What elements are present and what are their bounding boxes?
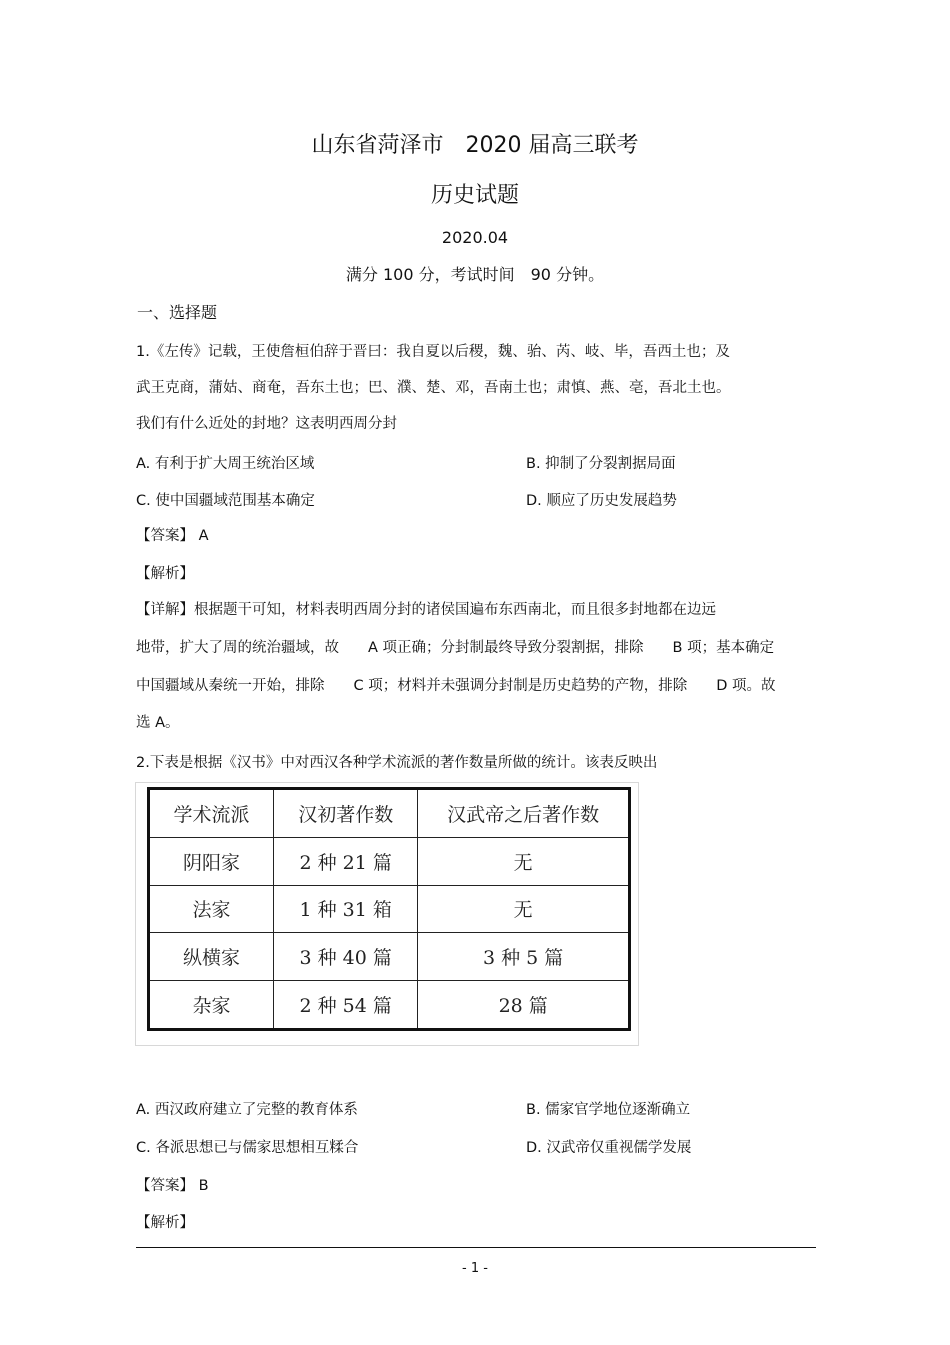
table-cell: 3 种 5 篇 bbox=[418, 933, 630, 981]
q1-stem-line: 1.《左传》记载，王使詹桓伯辞于晋曰：我自夏以后稷，魏、骀、芮、岐、毕，吾西土也；及 bbox=[136, 344, 730, 360]
table-cell: 28 篇 bbox=[418, 980, 630, 1029]
q1-option-c: C. 使中国疆域范围基本确定 bbox=[136, 493, 315, 509]
table-header-row bbox=[149, 789, 630, 838]
q2-option-c: C. 各派思想已与儒家思想相互糅合 bbox=[136, 1140, 359, 1156]
table-row bbox=[149, 838, 630, 886]
table-cell: 无 bbox=[418, 885, 630, 933]
footer-divider bbox=[136, 1247, 816, 1248]
q1-detail-line: 【详解】根据题干可知，材料表明西周分封的诸侯国遍布东西南北，而且很多封地都在边远 bbox=[136, 602, 716, 618]
table-cell: 2 种 21 篇 bbox=[274, 838, 418, 886]
school-works-table bbox=[147, 787, 631, 1031]
exam-date: 2020.04 bbox=[441, 228, 509, 247]
table-cell: 3 种 40 篇 bbox=[274, 933, 418, 981]
q1-option-b: B. 抑制了分裂割据局面 bbox=[526, 456, 676, 472]
table-cell: 2 种 54 篇 bbox=[274, 980, 418, 1029]
table-row bbox=[149, 933, 630, 981]
q1-stem-line: 我们有什么近处的封地？这表明西周分封 bbox=[136, 416, 397, 432]
table-cell: 阴阳家 bbox=[149, 838, 274, 886]
table-cell: 杂家 bbox=[149, 980, 274, 1029]
q1-detail-line: 选 A。 bbox=[136, 715, 180, 731]
q1-stem-line: 武王克商，蒲姑、商奄，吾东土也；巴、濮、楚、邓，吾南土也；肃慎、燕、亳，吾北土也。 bbox=[136, 380, 731, 396]
table-header-cell: 汉武帝之后著作数 bbox=[418, 789, 630, 838]
q2-stem: 2.下表是根据《汉书》中对西汉各种学术流派的著作数量所做的统计。该表反映出 bbox=[136, 755, 658, 771]
table-header-cell: 汉初著作数 bbox=[274, 789, 418, 838]
q1-answer: 【答案】 A bbox=[136, 528, 209, 544]
q2-option-d: D. 汉武帝仅重视儒学发展 bbox=[526, 1140, 692, 1156]
q2-option-a: A. 西汉政府建立了完整的教育体系 bbox=[136, 1102, 358, 1118]
table-row bbox=[149, 885, 630, 933]
q1-detail-line: 中国疆域从秦统一开始，排除 C 项；材料并未强调分封制是历史趋势的产物，排除 D 项。故 bbox=[136, 678, 776, 694]
table-cell: 纵横家 bbox=[149, 933, 274, 981]
exam-subject: 历史试题 bbox=[430, 183, 519, 208]
table-row bbox=[149, 980, 630, 1029]
page-number: - 1 - bbox=[462, 1261, 488, 1276]
q1-option-a: A. 有利于扩大周王统治区域 bbox=[136, 456, 315, 472]
table-cell: 无 bbox=[418, 838, 630, 886]
page-title: 山东省菏泽市 2020 届高三联考 bbox=[311, 133, 639, 158]
table-cell: 1 种 31 箱 bbox=[274, 885, 418, 933]
q2-answer: 【答案】 B bbox=[136, 1178, 209, 1194]
exam-info: 满分 100 分，考试时间 90 分钟。 bbox=[345, 265, 605, 284]
table-header-cell: 学术流派 bbox=[149, 789, 274, 838]
q1-detail-line: 地带，扩大了周的统治疆域，故 A 项正确；分封制最终导致分裂割据，排除 B 项；基本确定 bbox=[136, 640, 775, 656]
q1-analysis-label: 【解析】 bbox=[136, 566, 194, 582]
table-cell: 法家 bbox=[149, 885, 274, 933]
q1-option-d: D. 顺应了历史发展趋势 bbox=[526, 493, 677, 509]
q2-option-b: B. 儒家官学地位逐渐确立 bbox=[526, 1102, 691, 1118]
section-title: 一、选择题 bbox=[137, 303, 218, 322]
q2-analysis-label: 【解析】 bbox=[136, 1215, 194, 1231]
